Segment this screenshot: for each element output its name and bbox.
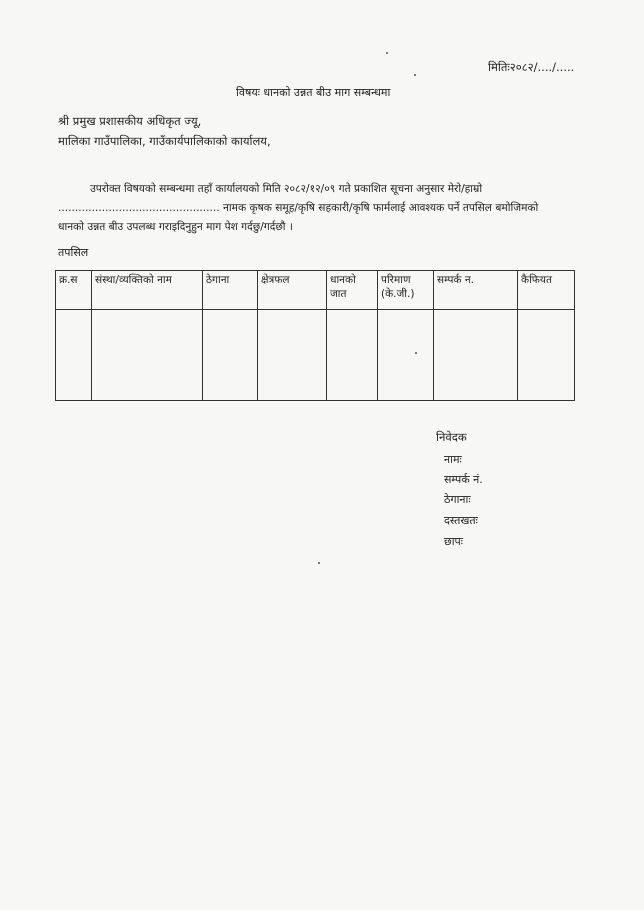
body-line-2: ................................................ नामक कृषक समूह/कृषि सहकारी/कृषि फार्मलाई आवश्यक पर्ने तपसिल बमोजिमको: [58, 202, 539, 214]
cell-serial[interactable]: [56, 310, 92, 401]
cell-remarks[interactable]: [518, 310, 575, 401]
subject-line: विषयः धानको उन्नत बीउ माग सम्बन्धमा: [236, 86, 391, 99]
table-row: [56, 310, 575, 401]
cell-quantity[interactable]: [378, 310, 434, 401]
cell-contact[interactable]: [434, 310, 518, 401]
scan-speck: [414, 74, 416, 76]
cell-variety[interactable]: [327, 310, 378, 401]
scan-speck: [415, 352, 417, 354]
header-name: संस्था/व्यक्तिको नाम: [92, 271, 203, 310]
applicant-contact-label: सम्पर्क नं.: [444, 473, 483, 486]
body-line-3: धानको उन्नत बीउ उपलब्ध गराइदिनुहुन माग पेश गर्दछु/गर्दछौ ।: [58, 221, 293, 233]
applicant-name-label: नामः: [444, 453, 462, 466]
recipient-title: श्री प्रमुख प्रशासकीय अधिकृत ज्यू,: [58, 114, 202, 128]
table-header-row: [56, 271, 575, 310]
body-paragraph: [58, 180, 590, 237]
applicant-heading: निवेदक: [436, 430, 467, 444]
date-line: मितिः२०८२/..../.....: [488, 60, 575, 74]
recipient-office: मालिका गाउँपालिका, गाउँकार्यपालिकाको कार्यालय,: [58, 134, 271, 148]
cell-area[interactable]: [258, 310, 327, 401]
header-variety: धानको जात: [327, 271, 378, 310]
header-serial: क्र.स: [56, 271, 92, 310]
header-address: ठेगाना: [203, 271, 258, 310]
scan-speck: [318, 562, 320, 564]
body-line-1: उपरोक्त विषयको सम्बन्धमा तहाँ कार्यालयको मिति २०८२/१२/०९ गते प्रकाशित सूचना अनुसार मेरो/हाम्रो: [90, 183, 483, 195]
applicant-stamp-label: छापः: [444, 535, 464, 548]
table-caption: तपसिल: [58, 246, 89, 259]
applicant-signature-label: दस्तखतः: [444, 514, 478, 527]
request-table: [55, 270, 575, 401]
header-quantity: परिमाण (के.जी.): [378, 271, 434, 310]
header-contact: सम्पर्क न.: [434, 271, 518, 310]
applicant-address-label: ठेगानाः: [444, 493, 471, 506]
header-remarks: कैफियत: [518, 271, 575, 310]
cell-address[interactable]: [203, 310, 258, 401]
cell-name[interactable]: [92, 310, 203, 401]
scan-speck: [386, 52, 388, 54]
header-area: क्षेत्रफल: [258, 271, 327, 310]
